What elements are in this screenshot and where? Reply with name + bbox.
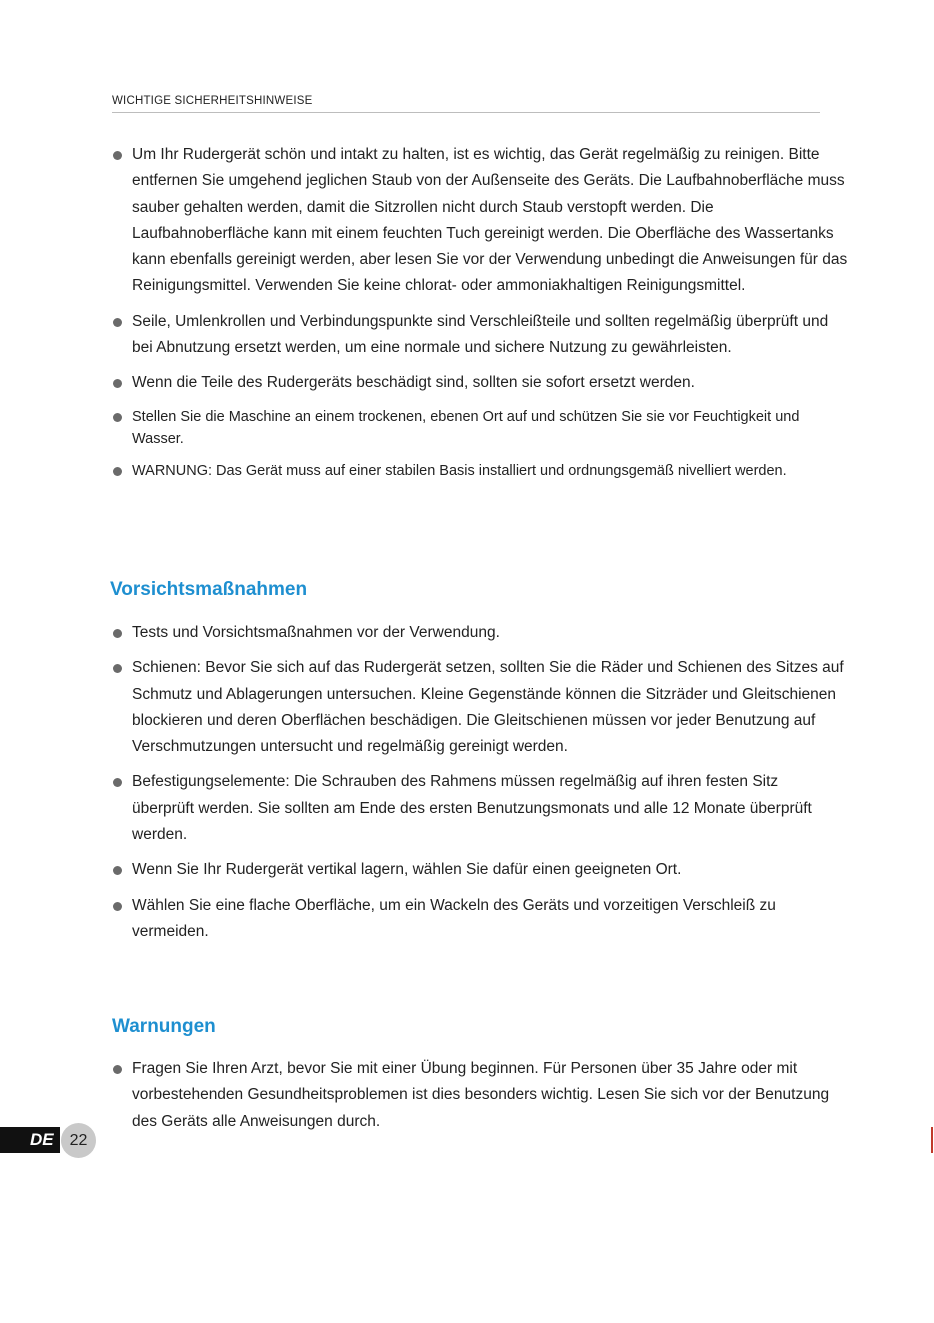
bullet-icon	[113, 379, 122, 388]
list-item-text: Befestigungselemente: Die Schrauben des Rahmens müssen regelmäßig auf ihren festen Sitz überprüft werden. Sie sollten am Ende des ersten Benutzungsmonats und alle 12 Monate überprüft werden.	[132, 773, 812, 844]
bullet-icon	[113, 151, 122, 160]
intro-list	[112, 142, 852, 482]
list-item-text: Stellen Sie die Maschine an einem trockenen, ebenen Ort auf und schützen Sie sie vor Feuchtigkeit und Wasser.	[132, 408, 800, 448]
list-item	[112, 857, 844, 883]
warnings-list	[112, 1056, 832, 1135]
page-edge-mark	[931, 1127, 933, 1153]
bullet-icon	[113, 318, 122, 327]
list-item	[112, 655, 844, 760]
list-item-text: Wenn Sie Ihr Rudergerät vertikal lagern, wählen Sie dafür einen geeigneten Ort.	[132, 861, 682, 879]
language-tab: DE	[0, 1127, 60, 1153]
list-item	[112, 142, 852, 300]
list-item	[112, 460, 844, 483]
precautions-list	[112, 620, 844, 945]
list-item-text: Fragen Sie Ihren Arzt, bevor Sie mit einer Übung beginnen. Für Personen über 35 Jahre oder mit vorbestehenden Gesundheitsproblemen ist dies besonders wichtig. Lesen Sie sich vor der Benutzung des Geräts alle Anweisungen durch.	[132, 1060, 830, 1130]
list-item-text: Wenn die Teile des Rudergeräts beschädigt sind, sollten sie sofort ersetzt werden.	[132, 374, 695, 392]
list-item	[112, 309, 844, 362]
bullet-icon	[113, 413, 122, 422]
list-item-text: Seile, Umlenkrollen und Verbindungspunkte sind Verschleißteile und sollten regelmäßig überprüft und bei Abnutzung ersetzt werden, um eine normale und sichere Nutzung zu gewährleisten.	[132, 312, 829, 357]
page-header: WICHTIGE SICHERHEITSHINWEISE	[112, 95, 820, 113]
list-item-text: Wählen Sie eine flache Oberfläche, um ein Wackeln des Geräts und vorzeitigen Verschleiß zu vermeiden.	[132, 896, 776, 940]
bullet-icon	[113, 866, 122, 875]
list-item	[112, 406, 832, 451]
list-item-text: WARNUNG: Das Gerät muss auf einer stabilen Basis installiert und ordnungsgemäß nivelliert werden.	[132, 462, 787, 479]
list-item	[112, 1056, 844, 1135]
list-item-text: Um Ihr Rudergerät schön und intakt zu halten, ist es wichtig, das Gerät regelmäßig zu reinigen. Bitte entfernen Sie umgehend jeglichen Staub von der Außenseite des Geräts. Die Laufbahnoberfläche muss sauber gehalten werden, damit die Sitzrollen nicht durch Staub verstopft werden. Die Laufbahnoberfläche kann mit einem feuchten Tuch gereinigt werden. Die Oberfläche des Wassertanks kann ebenfalls gereinigt werden, aber lesen Sie vor der Verwendung unbedingt die Anweisungen für das Reinigungsmittel. Verwenden Sie keine chlorat- oder ammoniakhaltigen Reinigungsmittel.	[132, 146, 848, 295]
list-item	[112, 769, 844, 848]
list-item	[112, 370, 844, 396]
bullet-icon	[113, 629, 122, 638]
list-item-text: Schienen: Bevor Sie sich auf das Rudergerät setzen, sollten Sie die Räder und Schienen des Sitzes auf Schmutz und Ablagerungen untersuchen. Kleine Gegenstände können die Sitzräder und Gleitschienen blockieren und deren Oberflächen beschädigen. Die Gleitschienen müssen vor jeder Benutzung auf Verschmutzungen untersucht und regelmäßig gereinigt werden.	[132, 659, 844, 756]
list-item	[112, 893, 812, 946]
bullet-icon	[113, 1065, 122, 1074]
list-item	[112, 620, 844, 646]
bullet-icon	[113, 778, 122, 787]
section-title-precautions: Vorsichtsmaßnahmen	[110, 579, 308, 600]
bullet-icon	[113, 902, 122, 911]
bullet-icon	[113, 467, 122, 476]
bullet-icon	[113, 664, 122, 673]
list-item-text: Tests und Vorsichtsmaßnahmen vor der Verwendung.	[132, 624, 500, 641]
section-title-warnings: Warnungen	[112, 1016, 216, 1037]
page-number: 22	[61, 1123, 96, 1158]
